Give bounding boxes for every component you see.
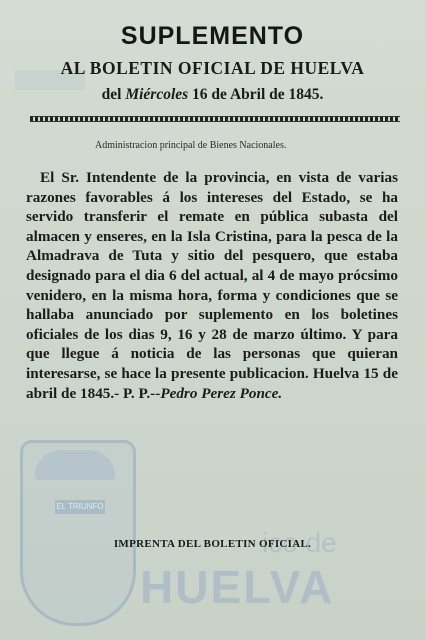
body-paragraph bbox=[26, 168, 398, 403]
date-weekday: Miércoles bbox=[125, 86, 189, 103]
watermark-small-text: ico de bbox=[262, 527, 337, 558]
document-title: SUPLEMENTO bbox=[120, 22, 305, 50]
admin-line: Administracion principal de Bienes Nacionales. bbox=[95, 140, 287, 151]
watermark-crown bbox=[35, 450, 115, 480]
printer-footer: IMPRENTA DEL BOLETIN OFICIAL. bbox=[113, 538, 312, 550]
signature: Pedro Perez Ponce. bbox=[160, 384, 283, 402]
body-text: El Sr. Intendente de la provincia, en vista de varias razones favorables á los intereses del Estado, se ha servido transferir el remate en pública subasta del almacen y enseres, en la Isla Cristina, para la pesca de la Almadrava de Tuta y sitio del pesquero, que estaba designado para el dia 6 del actual, al 4 de mayo prócsimo venidero, en la misma hora, forma y condiciones que se hallaba anunciado por suplemento en los boletines oficiales de los dias 9, 16 y 28 de marzo último. Y para que llegue á noticia de las personas que quieran interesarse, se hace la presente publicacion. Huelva 15 de abril de 1845.- P. P.-- bbox=[26, 169, 398, 402]
date-prefix: del bbox=[101, 86, 122, 103]
document-date bbox=[0, 86, 425, 104]
watermark-crest-tag: EL TRIUNFO bbox=[55, 500, 105, 514]
document-subtitle: AL BOLETIN OFICIAL DE HUELVA bbox=[60, 58, 365, 78]
date-rest: 16 de Abril de 1845. bbox=[192, 86, 324, 103]
ornamental-rule bbox=[30, 116, 400, 122]
watermark-text: HUELVA bbox=[140, 561, 335, 613]
